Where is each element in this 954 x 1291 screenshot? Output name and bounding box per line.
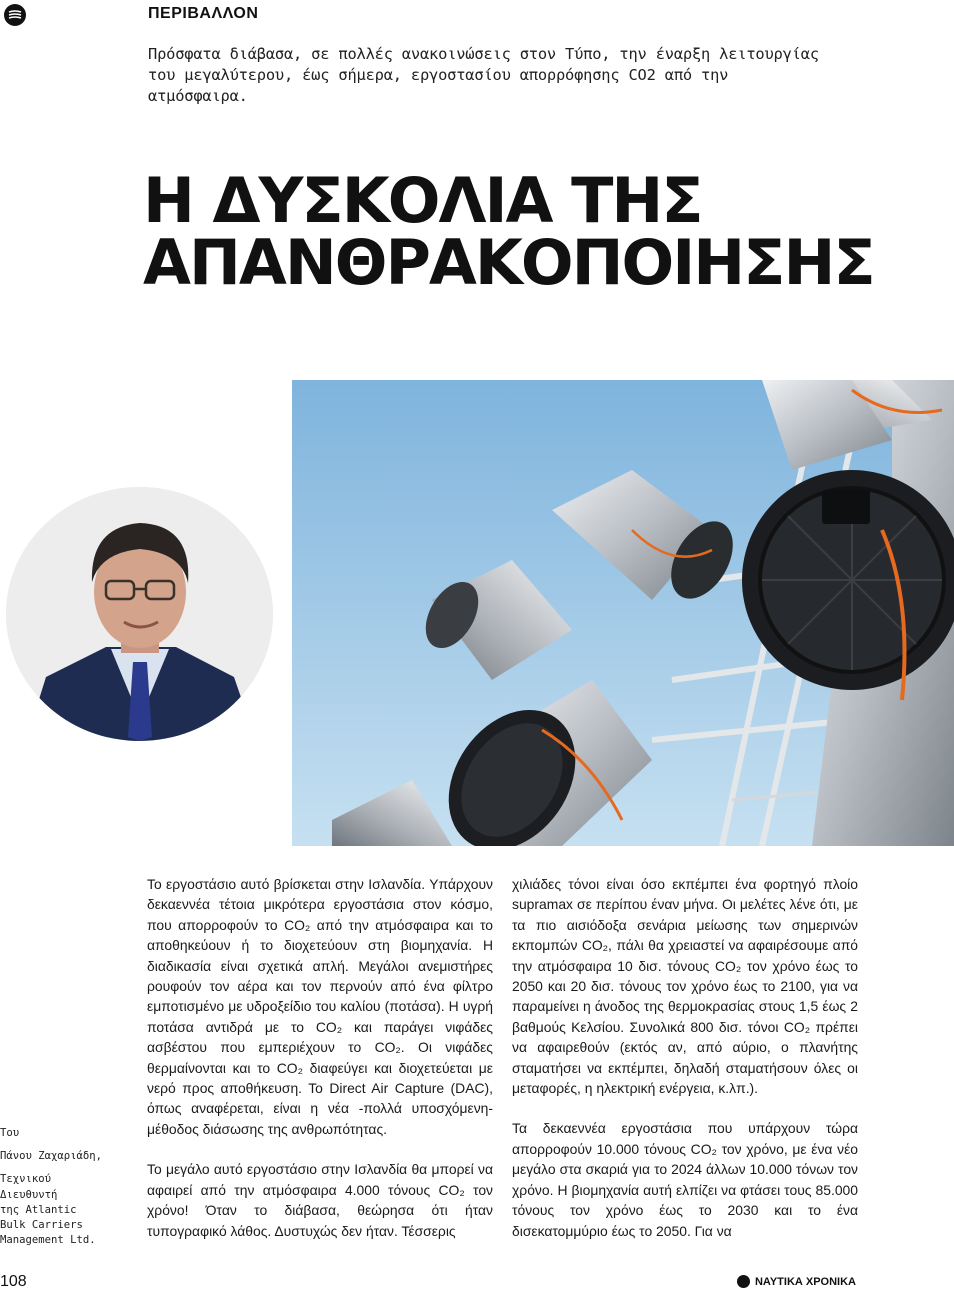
byline-role-3: της Atlantic xyxy=(0,1203,77,1216)
paragraph: Το μεγάλο αυτό εργοστάσιο στην Ισλανδία θα μπορεί να αφαιρεί από την ατμόσφαιρα 4.000 τόνους CO₂ τον χρόνο! Όταν το διάβασα, θεώρησα ότι ήταν τυπογραφικό λάθος. Δυστυχώς δεν ήταν. Τέσσερις xyxy=(147,1161,493,1239)
brand-name: ΝΑΥΤΙΚΑ ΧΡΟΝΙΚΑ xyxy=(754,1275,856,1288)
dac-plant-photo xyxy=(292,380,954,846)
paragraph: χιλιάδες τόνοι είναι όσο εκπέμπει ένα φορτηγό πλοίο supramax σε περίπου έναν μήνα. Οι μελέτες λένε ότι, με τα πιο αισιόδοξα σενάρια μείωσης των σημερινών εκπομπών CO₂, πάλι θα χρειαστεί να αφαιρέσουμε από την ατμόσφαιρα 10 δισ. τόνους CO₂ τον χρόνο έως το 2050 και 20 δισ. τόνους τον χρόνο έως το 2100, για να παραμείνει η άνοδος της θερμοκρασίας στους 1,5 έως 2 βαθμούς Κελσίου. Συνολικά 800 δισ. τόνοι CO₂ πρέπει να αφαιρεθούν (εκτός αν, από αύριο, ο πλανήτης σταματήσει να εκπέμπει, δηλαδή σταματήσουν όλες οι μεταφορές, η ηλεκτρική ενέργεια, κ.λπ.). xyxy=(512,876,858,1097)
paragraph: Το εργοστάσιο αυτό βρίσκεται στην Ισλανδία. Υπάρχουν δεκαεννέα τέτοια μικρότερα εργοστάσια στον κόσμο, που απορροφούν το CO₂ από την ατμόσφαιρα και το αποθηκεύουν ή το διοχετεύουν στη βιομηχανία. Η διαδικασία είναι σχετικά απλή. Μεγάλοι ανεμιστήρες ρουφούν τον αέρα και τον περνούν από ένα φίλτρο εμποτισμένο με υδροξείδιο του καλίου (ποτάσα). Η υγρή ποτάσα αντιδρά με το CO₂ και παράγει νιφάδες ασβέστου που εμπεριέχουν το CO₂. Οι νιφάδες θερμαίνονται και το CO₂ διαφεύγει και διοχετεύεται με νερό προς αποθήκευση. Το Direct Air Capture (DAC), όπως αναφέρεται, είναι η νέα -πολλά υποσχόμενη- μέθοδος διάσωσης της ανθρωπότητας. xyxy=(147,876,493,1137)
byline-name: Πάνου Ζαχαριάδη, xyxy=(0,1150,103,1163)
headline-line-1: Η ΔΥΣΚΟΛΙΑ ΤΗΣ xyxy=(143,164,702,237)
intro-text: Πρόσφατα διάβασα, σε πολλές ανακοινώσεις στον Τύπο, την έναρξη λειτουργίας του μεγαλύτερου, έως σήμερα, εργοστασίου απορρόφησης CO2 από την ατμόσφαιρα. xyxy=(148,45,819,105)
headline-line-2: ΑΠΑΝΘΡΑΚΟΠΟΙΗΣΗΣ xyxy=(143,226,874,299)
footer-brand xyxy=(737,1275,856,1288)
publication-logo-icon xyxy=(4,4,26,26)
byline-prefix: Του xyxy=(0,1127,20,1139)
byline-role-4: Bulk Carriers xyxy=(0,1219,83,1232)
brand-logo-icon xyxy=(737,1275,750,1288)
page-number: 108 xyxy=(0,1273,27,1290)
paragraph: Τα δεκαεννέα εργοστάσια που υπάρχουν τώρα απορροφούν 10.000 τόνους CO₂ τον χρόνο, με ένα νέο μεγάλο στα σκαριά για το 2024 άλλων 10.000 τόνων τον χρόνο. Η βιομηχανία αυτή ελπίζει να φτάσει τους 85.000 τόνους τον χρόνο έως το 2030 και το ένα δισεκατομμύριο έως το 2050. Για να xyxy=(512,1120,858,1239)
byline-role-5: Management Ltd. xyxy=(0,1234,96,1247)
author-portrait xyxy=(6,487,273,741)
byline-role-2: Διευθυντή xyxy=(0,1188,58,1201)
author-byline xyxy=(0,1126,120,1248)
article-column-1 xyxy=(147,874,493,1241)
article-column-2 xyxy=(512,874,858,1241)
byline-role-1: Τεχνικού xyxy=(0,1173,52,1186)
section-label: ΠΕΡΙΒΑΛΛΟΝ xyxy=(148,5,259,22)
headline xyxy=(143,164,943,299)
